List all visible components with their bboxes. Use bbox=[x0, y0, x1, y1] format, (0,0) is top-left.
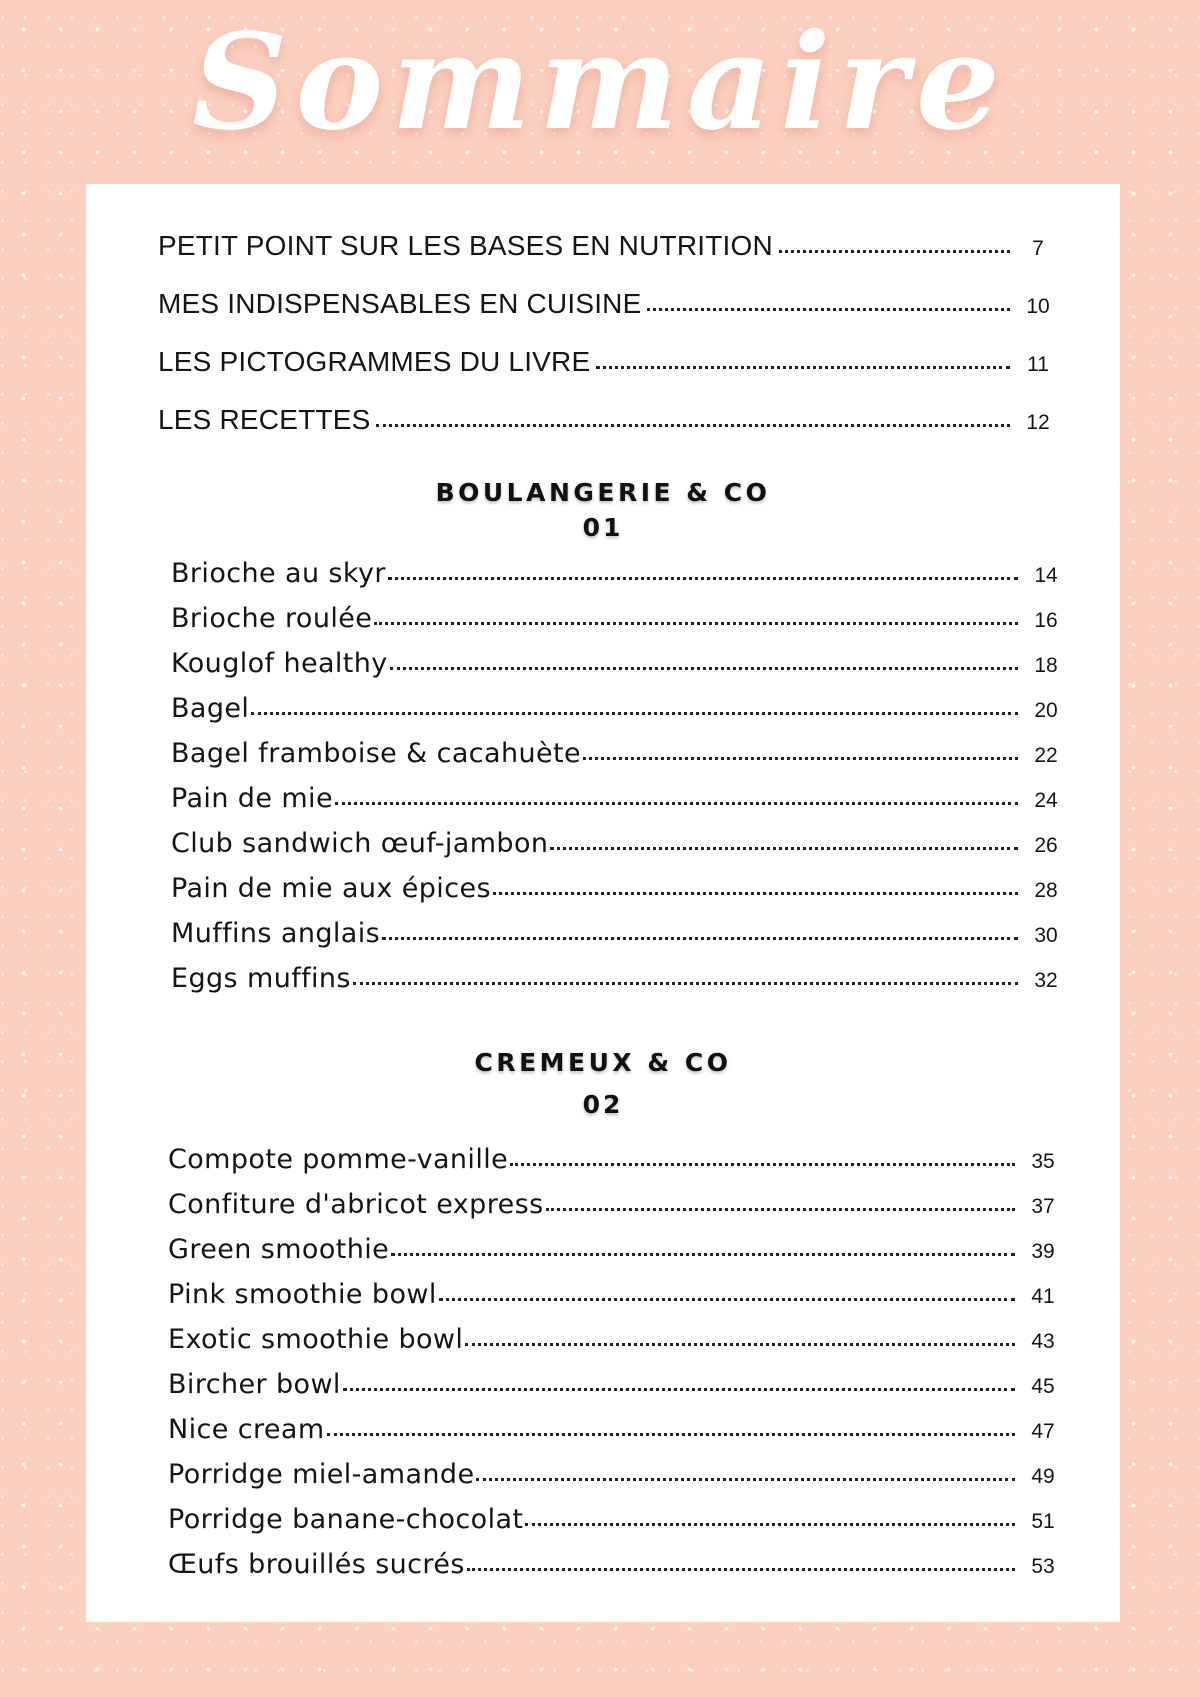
toc-entry[interactable] bbox=[158, 224, 1058, 268]
recipe-entry-page: 37 bbox=[1031, 1195, 1055, 1218]
recipe-entry[interactable] bbox=[168, 1137, 1063, 1181]
recipe-entry-label: Brioche au skyr bbox=[171, 557, 386, 589]
recipe-entry-page: 14 bbox=[1034, 564, 1058, 587]
recipe-entry[interactable] bbox=[171, 866, 1066, 910]
recipe-entry[interactable] bbox=[171, 686, 1066, 730]
recipe-entry[interactable] bbox=[168, 1272, 1063, 1316]
recipe-entry[interactable] bbox=[168, 1452, 1063, 1496]
recipe-entry[interactable] bbox=[168, 1542, 1063, 1586]
recipe-entry-page: 20 bbox=[1034, 699, 1058, 722]
dot-leader bbox=[510, 1163, 1015, 1166]
dot-leader bbox=[465, 1343, 1015, 1346]
recipe-entry[interactable] bbox=[171, 596, 1066, 640]
recipe-entry-label: Green smoothie bbox=[168, 1233, 390, 1265]
recipe-entry-page: 24 bbox=[1034, 789, 1058, 812]
recipe-entry[interactable] bbox=[171, 821, 1066, 865]
toc-entry[interactable] bbox=[158, 340, 1058, 384]
dot-leader bbox=[467, 1568, 1015, 1571]
recipe-entry[interactable] bbox=[168, 1362, 1063, 1406]
recipe-entry[interactable] bbox=[168, 1407, 1063, 1451]
recipe-entry-label: Porridge miel-amande bbox=[168, 1458, 475, 1490]
recipe-entry[interactable] bbox=[171, 956, 1066, 1000]
dot-leader bbox=[583, 757, 1018, 760]
recipe-entry-label: Œufs brouillés sucrés bbox=[168, 1548, 465, 1580]
recipe-entry-label: Confiture d'abricot express bbox=[168, 1188, 544, 1220]
recipe-entry-label: Exotic smoothie bowl bbox=[168, 1323, 464, 1355]
recipe-entry-label: Eggs muffins bbox=[171, 962, 351, 994]
recipe-entry-page: 43 bbox=[1031, 1330, 1055, 1353]
recipe-entry-label: Bagel framboise & cacahuète bbox=[171, 737, 582, 769]
recipe-entry-label: Bircher bowl bbox=[168, 1368, 341, 1400]
recipe-entry[interactable] bbox=[168, 1182, 1063, 1226]
recipe-entry-page: 16 bbox=[1034, 609, 1058, 632]
recipe-entry-page: 41 bbox=[1031, 1285, 1055, 1308]
section-title: BOULANGERIE & CO bbox=[435, 478, 771, 507]
section-number: 01 bbox=[582, 513, 624, 542]
recipe-entry-label: Pain de mie aux épices bbox=[171, 872, 491, 904]
dot-leader bbox=[647, 308, 1010, 311]
recipe-entry-label: Porridge banane-chocolat bbox=[168, 1503, 524, 1535]
recipe-entry-label: Bagel bbox=[171, 692, 250, 724]
recipe-entry[interactable] bbox=[171, 776, 1066, 820]
dot-leader bbox=[390, 667, 1018, 670]
dot-leader bbox=[376, 424, 1010, 427]
dot-leader bbox=[476, 1478, 1015, 1481]
recipe-entry-label: Pain de mie bbox=[171, 782, 333, 814]
toc-entry-label: LES RECETTES bbox=[158, 404, 371, 435]
recipe-entry-page: 18 bbox=[1034, 654, 1058, 677]
dot-leader bbox=[525, 1523, 1015, 1526]
recipe-entry-page: 26 bbox=[1034, 834, 1058, 857]
recipe-entry[interactable] bbox=[171, 551, 1066, 595]
toc-entry-page: 11 bbox=[1027, 353, 1049, 376]
dot-leader bbox=[327, 1433, 1015, 1436]
dot-leader bbox=[374, 622, 1018, 625]
dot-leader bbox=[546, 1208, 1015, 1211]
toc-entry-page: 12 bbox=[1026, 411, 1050, 434]
dot-leader bbox=[388, 577, 1018, 580]
recipe-entry[interactable] bbox=[168, 1227, 1063, 1271]
recipe-entry-page: 51 bbox=[1031, 1510, 1055, 1533]
recipe-entry[interactable] bbox=[171, 641, 1066, 685]
recipe-entry-label: Nice cream bbox=[168, 1413, 325, 1445]
toc-entry-label: LES PICTOGRAMMES DU LIVRE bbox=[158, 346, 591, 377]
dot-leader bbox=[335, 802, 1018, 805]
dot-leader bbox=[779, 250, 1010, 253]
recipe-entry-page: 45 bbox=[1031, 1375, 1055, 1398]
dot-leader bbox=[353, 982, 1018, 985]
recipe-entry-label: Kouglof healthy bbox=[171, 647, 388, 679]
recipe-entry-label: Brioche roulée bbox=[171, 602, 373, 634]
recipe-entry-label: Muffins anglais bbox=[171, 917, 381, 949]
toc-entry-page: 10 bbox=[1026, 295, 1050, 318]
recipe-entry-page: 47 bbox=[1031, 1420, 1055, 1443]
section-title: CREMEUX & CO bbox=[474, 1048, 732, 1077]
recipe-entry-page: 22 bbox=[1034, 744, 1058, 767]
toc-entry-label: PETIT POINT SUR LES BASES EN NUTRITION bbox=[158, 230, 773, 261]
dot-leader bbox=[493, 892, 1018, 895]
toc-entry[interactable] bbox=[158, 398, 1058, 442]
recipe-entry[interactable] bbox=[168, 1497, 1063, 1541]
dot-leader bbox=[596, 366, 1010, 369]
recipe-entry-page: 30 bbox=[1034, 924, 1058, 947]
recipe-entry-label: Compote pomme-vanille bbox=[168, 1143, 509, 1175]
contents-card bbox=[86, 184, 1120, 1622]
section-number: 02 bbox=[582, 1090, 624, 1119]
toc-entry-page: 7 bbox=[1032, 237, 1044, 260]
toc-entry-label: MES INDISPENSABLES EN CUISINE bbox=[158, 288, 642, 319]
recipe-entry[interactable] bbox=[168, 1317, 1063, 1361]
dot-leader bbox=[550, 847, 1018, 850]
dot-leader bbox=[251, 712, 1018, 715]
recipe-entry[interactable] bbox=[171, 731, 1066, 775]
recipe-entry-page: 28 bbox=[1034, 879, 1058, 902]
dot-leader bbox=[391, 1253, 1015, 1256]
recipe-entry-page: 49 bbox=[1031, 1465, 1055, 1488]
recipe-entry[interactable] bbox=[171, 911, 1066, 955]
recipe-entry-page: 32 bbox=[1034, 969, 1058, 992]
toc-entry[interactable] bbox=[158, 282, 1058, 326]
dot-leader bbox=[439, 1298, 1015, 1301]
dot-leader bbox=[382, 937, 1018, 940]
dot-leader bbox=[343, 1388, 1015, 1391]
recipe-entry-page: 53 bbox=[1031, 1555, 1055, 1578]
page-title: Sommaire bbox=[192, 5, 1008, 160]
recipe-entry-page: 39 bbox=[1031, 1240, 1055, 1263]
recipe-entry-label: Club sandwich œuf-jambon bbox=[171, 827, 549, 859]
recipe-entry-label: Pink smoothie bowl bbox=[168, 1278, 437, 1310]
recipe-entry-page: 35 bbox=[1031, 1150, 1055, 1173]
